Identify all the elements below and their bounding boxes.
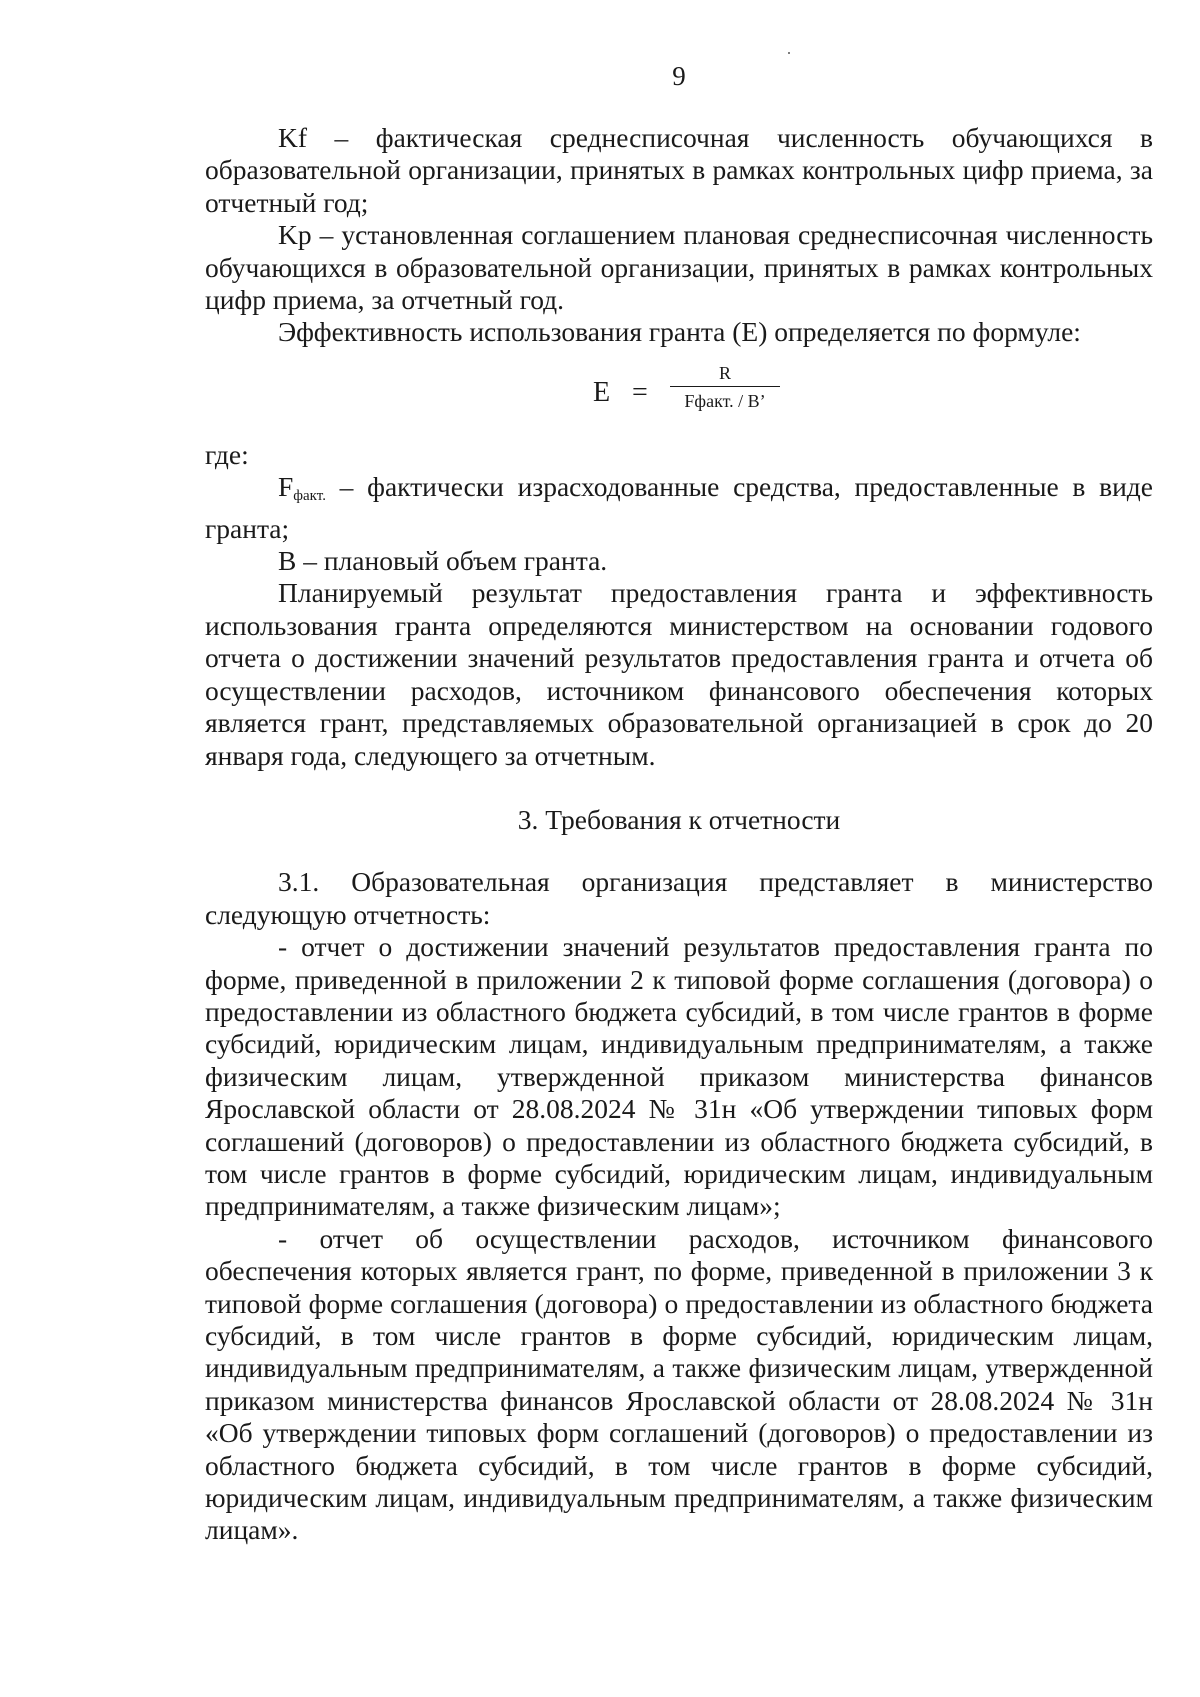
scan-speck — [788, 52, 790, 54]
formula-numerator: R — [670, 361, 780, 387]
f-definition — [205, 471, 1153, 545]
f-symbol: F — [278, 471, 294, 503]
formula-denominator: Fфакт. / B’ — [684, 390, 766, 411]
formula-equals: = — [632, 376, 648, 408]
kf-definition: Kf – фактическая среднесписочная численность обучающихся в образовательной организации, принятых в рамках контрольных цифр приема, за отчетный год; — [205, 122, 1153, 218]
where-label: где: — [205, 438, 249, 470]
section-paragraph-3-1: 3.1. Образовательная организация представляет в министерство следующую отчетность: — [205, 866, 1153, 930]
section-paragraph-report-results: - отчет о достижении значений результатов предоставления гранта по форме, приведенной в приложении 2 к типовой форме соглашения (договора) о предоставлении из областного бюджета субсидий, в том числе грантов в форме субсидий, юридическим лицам, индивидуальным предпринимателям, а также физическим лицам, утвержденной приказом министерства финансов Ярославской области от 28.08.2024 № 31н «Об утверждении типовых форм соглашений (договоров) о предоставлении из областного бюджета субсидий, в том числе грантов в форме субсидий, юридическим лицам, индивидуальным предпринимателям, а также физическим лицам»; — [205, 931, 1153, 1222]
f-definition-text: – фактически израсходованные средства, предоставленные в виде гранта; — [205, 471, 1153, 544]
efficiency-formula — [205, 361, 1153, 433]
formula-fraction — [670, 361, 780, 413]
section-heading: 3. Требования к отчетности — [517, 803, 841, 835]
formula-lhs: E — [593, 376, 611, 408]
document-page — [205, 60, 1153, 1547]
f-subscript: факт. — [293, 488, 326, 505]
b-definition: B – плановый объем гранта. — [278, 545, 608, 577]
page-number: 9 — [672, 61, 686, 91]
section-paragraph-report-expenses: - отчет об осуществлении расходов, источником финансового обеспечения которых является грант, по форме, приведенной в приложении 3 к типовой форме соглашения (договора) о предоставлении из областного бюджета субсидий, в том числе грантов в форме субсидий, юридическим лицам, индивидуальным предпринимателям, а также физическим лицам, утвержденной приказом министерства финансов Ярославской области от 28.08.2024 № 31н «Об утверждении типовых форм соглашений (договоров) о предоставлении из областного бюджета субсидий, в том числе грантов в форме субсидий, юридическим лицам, индивидуальным предпринимателям, а также физическим лицам». — [205, 1222, 1153, 1546]
efficiency-intro: Эффективность использования гранта (Е) определяется по формуле: — [278, 316, 1081, 348]
kp-definition: Kp – установленная соглашением плановая среднесписочная численность обучающихся в образовательной организации, принятых в рамках контрольных цифр приема, за отчетный год. — [205, 219, 1153, 316]
plan-paragraph: Планируемый результат предоставления гранта и эффективность использования гранта определяются министерством на основании годового отчета о достижении значений результатов предоставления гранта и отчета об осуществлении расходов, источником финансового обеспечения которых является грант, представляемых образовательной организацией в срок до 20 января года, следующего за отчетным. — [205, 577, 1153, 771]
